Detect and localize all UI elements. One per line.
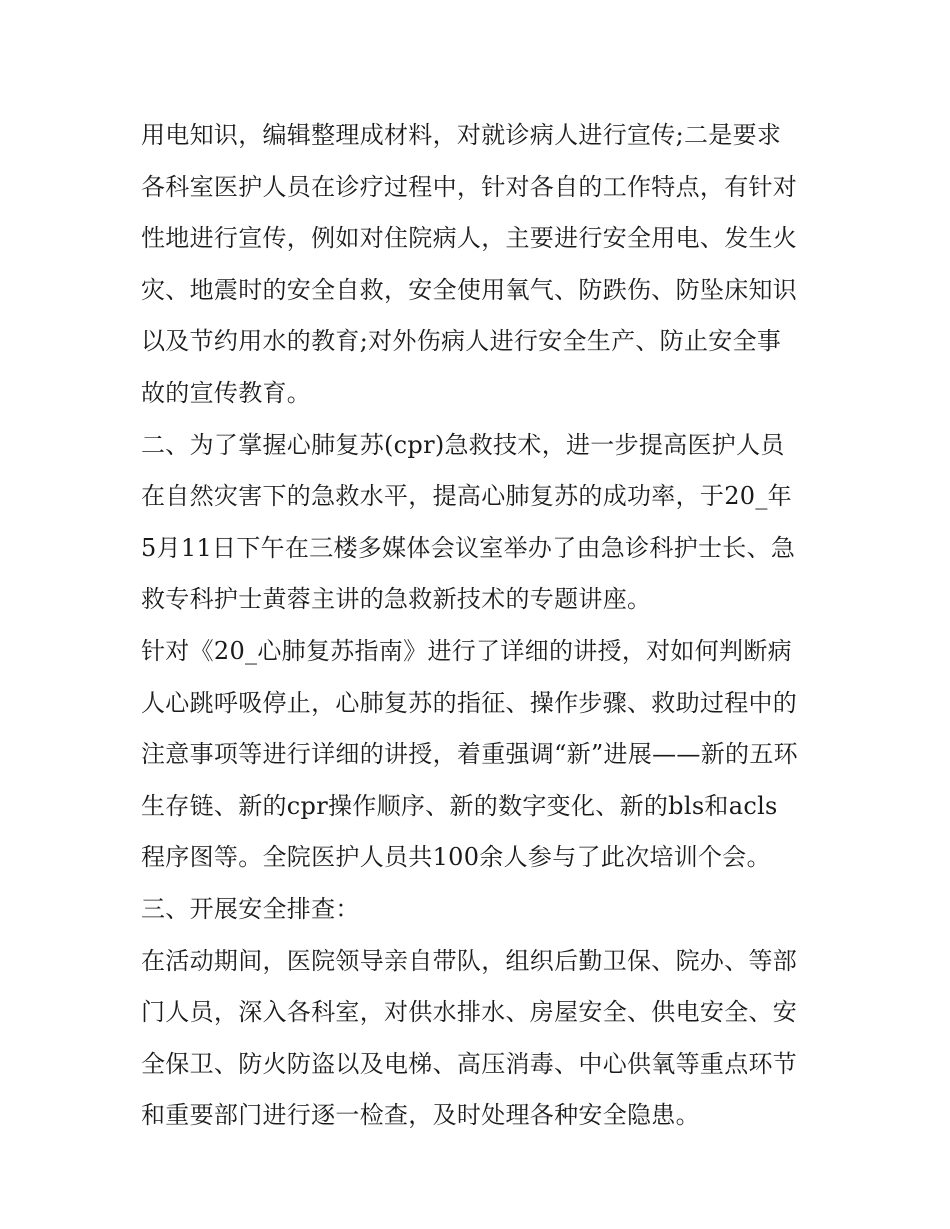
text-line-8: 在自然灾害下的急救水平，提高心肺复苏的成功率，于20_年 — [141, 482, 792, 511]
text-line-10: 救专科护士黄蓉主讲的急救新技术的专题讲座。 — [141, 585, 652, 614]
text-line-13: 注意事项等进行详细的讲授，着重强调“新”进展——新的五环 — [141, 740, 798, 769]
body-text — [141, 110, 821, 1142]
text-line-18: 门人员，深入各科室，对供水排水、房屋安全、供电安全、安 — [141, 998, 798, 1027]
text-line-2: 各科室医护人员在诊疗过程中，针对各自的工作特点，有针对 — [141, 172, 798, 201]
text-line-19: 全保卫、防火防盗以及电梯、高压消毒、中心供氧等重点环节 — [141, 1049, 798, 1078]
text-line-20: 和重要部门进行逐一检查，及时处理各种安全隐患。 — [141, 1101, 700, 1130]
text-line-3: 性地进行宣传，例如对住院病人，主要进行安全用电、发生火 — [141, 224, 798, 253]
section-heading-2: 二、为了掌握心肺复苏(cpr)急救技术，进一步提高医护人员 — [141, 430, 785, 459]
text-line-1: 用电知识，编辑整理成材料，对就诊病人进行宣传;二是要求 — [141, 121, 782, 149]
section-heading-3: 三、开展安全排查： — [141, 894, 360, 923]
text-line-12: 人心跳呼吸停止，心肺复苏的指征、操作步骤、救助过程中的 — [141, 688, 798, 717]
text-line-17: 在活动期间，医院领导亲自带队，组织后勤卫保、院办、等部 — [141, 946, 798, 975]
text-line-6: 故的宣传教育。 — [141, 378, 312, 407]
text-line-11: 针对《20_心肺复苏指南》进行了详细的讲授，对如何判断病 — [141, 636, 792, 665]
text-line-14: 生存链、新的cpr操作顺序、新的数字变化、新的bls和acls — [141, 791, 778, 820]
text-line-4: 灾、地震时的安全自救，安全使用氧气、防跌伤、防坠床知识 — [141, 275, 798, 304]
text-line-5: 以及节约用水的教育;对外伤病人进行安全生产、防止安全事 — [141, 327, 782, 356]
text-line-9: 5月11日下午在三楼多媒体会议室举办了由急诊科护士长、急 — [141, 533, 796, 562]
text-line-15: 程序图等。全院医护人员共100余人参与了此次培训个会。 — [141, 843, 771, 872]
